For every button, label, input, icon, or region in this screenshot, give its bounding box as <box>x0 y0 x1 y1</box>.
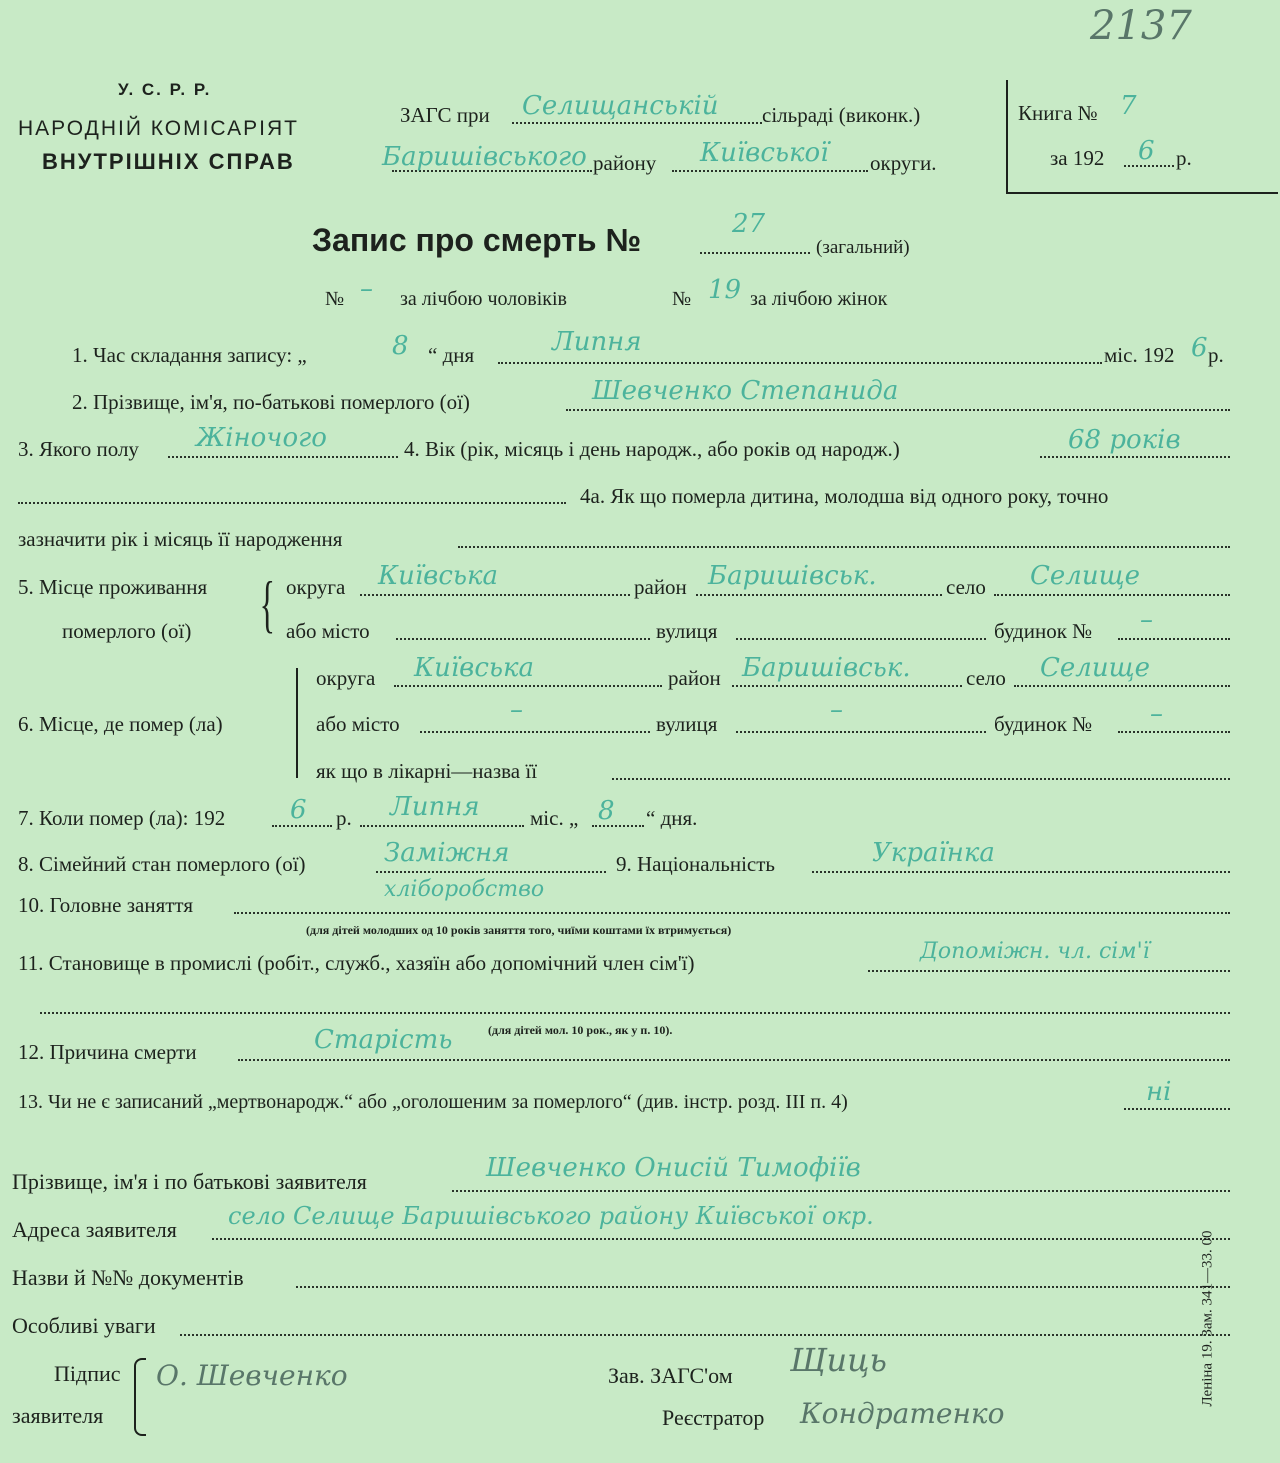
f1-year: 6 <box>1191 333 1208 363</box>
applicant-address-value: село Селище Баришівського району Київської окр. <box>228 1202 874 1230</box>
zags-district-suffix: району <box>593 151 657 175</box>
zags-council-suffix: сільраді (виконк.) <box>762 103 921 127</box>
f6-budynok-line <box>1118 731 1230 733</box>
women-count: 19 <box>708 275 742 305</box>
f9-value: Українка <box>872 838 995 868</box>
f5-raion: район <box>634 575 687 599</box>
f8-label: 8. Сімейний стан померлого (ої) <box>18 852 306 876</box>
f5-okruga-value: Київська <box>378 561 499 591</box>
f1-label: 1. Час складання запису: „ <box>72 343 307 367</box>
f11-value: Допоміжн. чл. сім'ї <box>920 939 1150 964</box>
f13-value: ні <box>1146 1077 1172 1107</box>
applicant-notes-line <box>180 1334 1230 1336</box>
record-general: (загальний) <box>816 237 910 258</box>
f9-label: 9. Національність <box>616 852 776 876</box>
commissariat-subtitle: ВНУТРІШНІХ СПРАВ <box>42 149 295 174</box>
f5-label1: 5. Місце проживання <box>18 575 208 599</box>
f1-month-line <box>498 362 1102 364</box>
f7-mis: міс. „ <box>530 806 579 830</box>
f7-day: 8 <box>598 796 615 826</box>
applicant-name-label: Прізвище, ім'я і по батькові заявителя <box>12 1169 367 1194</box>
f13-line <box>1124 1108 1230 1110</box>
f3-value: Жіночого <box>196 423 327 453</box>
f11-line2 <box>40 1012 1230 1014</box>
f6-raion-value: Баришівськ. <box>742 653 911 683</box>
f6-raion-line <box>732 685 962 687</box>
f1-day-word: “ дня <box>428 343 475 367</box>
f12-value: Старість <box>314 1025 453 1055</box>
f10-line <box>234 912 1230 914</box>
f10-label: 10. Головне заняття <box>18 893 193 917</box>
zags-district-value: Баришівського <box>382 142 587 172</box>
f5-vulytsia: вулиця <box>656 619 718 643</box>
f7-r: р. <box>336 806 352 830</box>
registrar-signature: Кондратенко <box>800 1397 1005 1430</box>
f6-okruga: округа <box>316 666 376 690</box>
applicant-notes-label: Особливі уваги <box>12 1313 156 1338</box>
applicant-address-label: Адреса заявителя <box>12 1217 177 1242</box>
zags-council-value: Селищанській <box>522 91 719 121</box>
f12-label: 12. Причина смерти <box>18 1040 197 1064</box>
f1-mis: міс. 192 <box>1104 343 1175 367</box>
f5-misto-line <box>396 638 650 640</box>
f6-budynok-value: – <box>1150 699 1163 729</box>
f7-year-line <box>272 825 332 827</box>
f5-selo-line <box>994 594 1230 596</box>
f6-vulytsia-value: – <box>830 695 843 725</box>
applicant-docs-label: Назви й №№ документів <box>12 1265 244 1290</box>
f4-line <box>1040 456 1230 458</box>
applicant-signature-label1: Підпис <box>54 1361 121 1386</box>
f5-label2: померлого (ої) <box>62 619 192 643</box>
f13-label: 13. Чи не є записаний „мертвонародж.“ або „оголошеним за померлого“ (див. інстр. розд. III п. 4) <box>18 1091 848 1113</box>
book-label: Книга № <box>1018 101 1098 125</box>
f6-hospital: як що в лікарні—назва її <box>316 759 538 783</box>
f7-year: 6 <box>290 795 307 825</box>
f6-bracket <box>296 668 298 778</box>
f6-selo-line <box>1014 685 1230 687</box>
f5-raion-line <box>696 594 942 596</box>
f6-vulytsia: вулиця <box>656 712 718 736</box>
zags-okrug-line <box>672 170 868 172</box>
book-year-prefix: за 192 <box>1050 146 1105 170</box>
f8-value: Заміжня <box>384 838 510 868</box>
f5-selo-value: Селище <box>1030 561 1140 591</box>
women-count-label: за лічбою жінок <box>750 288 888 310</box>
zags-okrug-value: Київської <box>700 138 829 168</box>
f7-dnia: “ дня. <box>646 806 698 830</box>
f5-selo: село <box>946 575 986 599</box>
f4a-label: 4а. Як що померла дитина, молодша від одного року, точно <box>580 484 1109 508</box>
f11-label: 11. Становище в промислі (робіт., служб., хазяїн або допомічний член сім'ї) <box>18 951 695 975</box>
f7-month-line <box>360 825 524 827</box>
f6-label: 6. Місце, де помер (ла) <box>18 712 223 736</box>
f7-month: Липня <box>390 792 480 822</box>
f3-line <box>168 456 398 458</box>
f5-vulytsia-line <box>736 638 986 640</box>
f6-okruga-line <box>394 685 662 687</box>
f6-misto-line <box>420 731 650 733</box>
f6-okruga-value: Київська <box>414 653 535 683</box>
record-number: 27 <box>732 209 766 239</box>
f6-selo: село <box>966 666 1006 690</box>
book-year-suffix: р. <box>1176 146 1192 170</box>
f5-misto: або місто <box>286 619 370 643</box>
f2-line <box>566 409 1230 411</box>
zags-head-label: Зав. ЗАГС'ом <box>608 1363 733 1388</box>
f5-budynok-value: – <box>1140 605 1153 635</box>
f2-label: 2. Прізвище, ім'я, по-батькові померлого (ої) <box>72 390 470 414</box>
f5-okruga-line <box>360 594 630 596</box>
f8-line <box>376 871 606 873</box>
commissariat-title: НАРОДНІЙ КОМІСАРІЯТ <box>18 117 299 140</box>
zags-head-signature: Щиць <box>790 1341 887 1379</box>
f1-r: р. <box>1208 343 1224 367</box>
f3-label: 3. Якого полу <box>18 437 139 461</box>
f6-misto-value: – <box>510 695 523 725</box>
f6-selo-value: Селище <box>1040 653 1150 683</box>
f12-line <box>238 1059 1230 1061</box>
applicant-name-line <box>452 1190 1230 1192</box>
zags-council-line <box>512 122 762 124</box>
f1-day: 8 <box>392 331 409 361</box>
zags-okrug-suffix: округи. <box>870 151 937 175</box>
ussr-header: У. С. Р. Р. <box>118 80 212 99</box>
f6-raion: район <box>668 666 721 690</box>
f4a-line2 <box>458 546 1230 548</box>
f2-value: Шевченко Степанида <box>592 376 899 406</box>
f4-label: 4. Вік (рік, місяць і день народж., або років од народж.) <box>404 437 900 461</box>
f5-brace: { <box>259 568 276 639</box>
f7-label: 7. Коли помер (ла): 192 <box>18 806 226 830</box>
f10-value: хліборобство <box>384 877 545 902</box>
book-number: 7 <box>1120 91 1137 121</box>
women-no: № <box>672 288 692 310</box>
record-title: Запис про смерть № <box>312 222 642 258</box>
applicant-address-line <box>212 1238 1230 1240</box>
f4a-line1 <box>18 502 566 504</box>
f5-budynok-line <box>1118 638 1230 640</box>
zags-prefix: ЗАГС при <box>400 103 490 127</box>
signature-bracket <box>134 1358 146 1436</box>
f5-okruga: округа <box>286 575 346 599</box>
f5-budynok: будинок № <box>994 619 1093 643</box>
f10-note: (для дітей молодших од 10 років заняття того, чиїми коштами їх втримується) <box>306 923 732 937</box>
title-number-line <box>700 252 810 254</box>
f11-line <box>868 970 1230 972</box>
registrar-label: Реєстратор <box>662 1405 765 1430</box>
f6-budynok: будинок № <box>994 712 1093 736</box>
archive-number: 2137 <box>1090 3 1192 49</box>
applicant-name-value: Шевченко Онисій Тимофіїв <box>486 1153 861 1183</box>
f4a-label2: зазначити рік і місяць її народження <box>18 527 343 551</box>
f1-month: Липня <box>552 327 642 357</box>
f6-hospital-line <box>612 778 1230 780</box>
men-count-label: за лічбою чоловіків <box>400 288 567 310</box>
f6-misto: або місто <box>316 712 400 736</box>
men-count: – <box>360 274 373 304</box>
printer-mark: Ленінa 19. Зам. 341—33. 00 <box>1199 1230 1216 1407</box>
f9-line <box>812 871 1230 873</box>
applicant-signature-label2: заявителя <box>12 1403 104 1428</box>
f5-raion-value: Баришівськ. <box>708 561 877 591</box>
men-no: № <box>325 288 345 310</box>
applicant-docs-line <box>296 1286 1230 1288</box>
f6-vulytsia-line <box>736 731 986 733</box>
f4-value: 68 років <box>1068 425 1181 455</box>
book-year-digit: 6 <box>1138 136 1155 166</box>
applicant-signature: О. Шевченко <box>156 1359 348 1392</box>
f11-note: (для дітей мол. 10 рок., як у п. 10). <box>488 1023 673 1037</box>
